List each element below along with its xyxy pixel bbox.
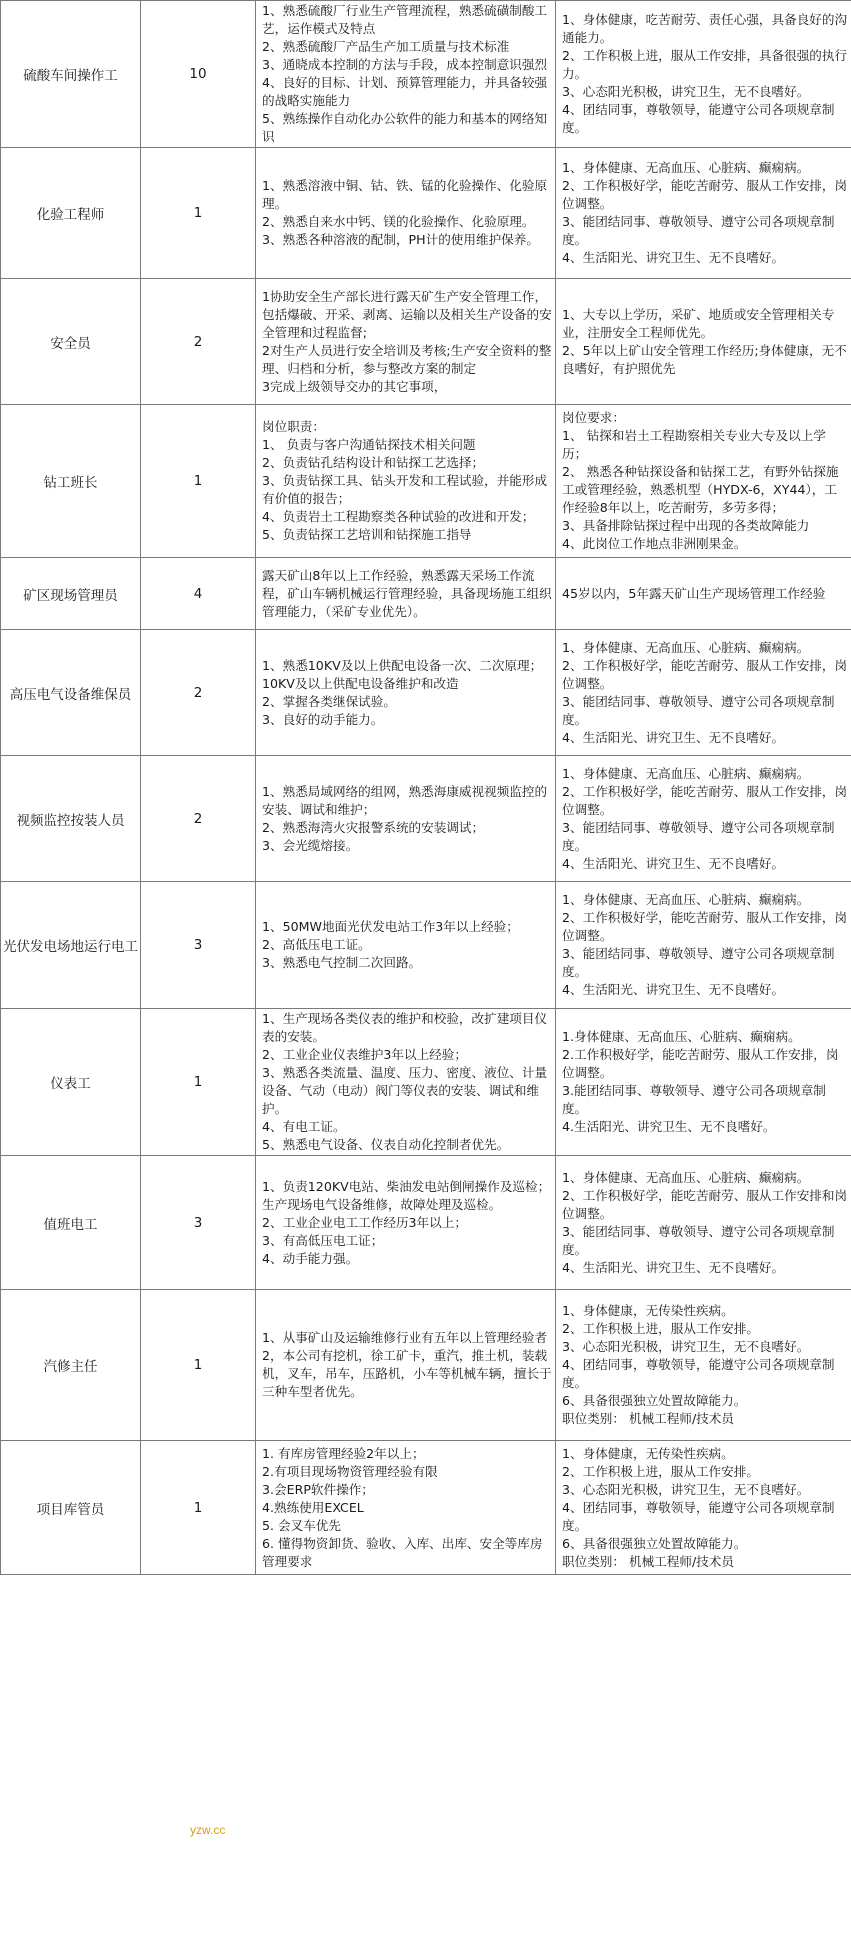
job-duties xyxy=(256,405,556,558)
position-name: 仪表工 xyxy=(1,1009,141,1156)
duty-line: 1、熟悉硫酸厂行业生产管理流程，熟悉硫磺制酸工艺，运作模式及特点 xyxy=(262,3,548,36)
requirement-line: 职位类别： 机械工程师/技术员 xyxy=(562,1411,734,1426)
duty-line: 3、熟悉电气控制二次回路。 xyxy=(262,955,422,970)
duty-line: 3、良好的动手能力。 xyxy=(262,711,384,727)
duty-line: 4、负责岩土工程勘察类各种试验的改进和开发； xyxy=(262,509,535,524)
job-duties xyxy=(256,1,556,148)
duty-line: 3.会ERP软件操作； xyxy=(262,1481,374,1497)
requirement-line: 1、身体健康、无高血压、心脏病、癫痫病。 xyxy=(562,160,810,175)
job-requirements xyxy=(556,1,851,148)
duty-line: 2、掌握各类继保试验。 xyxy=(262,693,396,709)
requirement-line: 1、 钻探和岩土工程勘察相关专业大专及以上学历； xyxy=(562,428,826,461)
headcount: 2 xyxy=(141,630,256,756)
requirement-line: 3、心态阳光积极，讲究卫生，无不良嗜好。 xyxy=(562,1481,810,1497)
duty-line: 3、熟悉各类流量、温度、压力、密度、液位、计量设备、气动（电动）阀门等仪表的安装、调试和维护。 xyxy=(262,1065,548,1116)
table-row xyxy=(1,1009,851,1156)
requirement-line: 4、团结同事，尊敬领导，能遵守公司各项规章制度。 xyxy=(562,1499,835,1533)
job-duties xyxy=(256,756,556,882)
position-name: 光伏发电场地运行电工 xyxy=(1,882,141,1009)
duty-line: 5. 会叉车优先 xyxy=(262,1517,341,1533)
headcount: 4 xyxy=(141,558,256,630)
table-row xyxy=(1,1290,851,1441)
table-row xyxy=(1,1441,851,1575)
table-row xyxy=(1,558,851,630)
requirement-line: 1、身体健康、无高血压、心脏病、癫痫病。 xyxy=(562,892,810,907)
requirement-line: 2、工作积极好学，能吃苦耐劳、服从工作安排，岗位调整。 xyxy=(562,657,848,691)
headcount: 1 xyxy=(141,148,256,279)
duty-line: 2.有项目现场物资管理经验有限 xyxy=(262,1463,438,1479)
table-row xyxy=(1,405,851,558)
job-duties xyxy=(256,1156,556,1290)
job-duties xyxy=(256,279,556,405)
job-requirements xyxy=(556,558,851,630)
position-name: 汽修主任 xyxy=(1,1290,141,1441)
table-row xyxy=(1,882,851,1009)
requirement-line: 1、身体健康，吃苦耐劳、责任心强，具备良好的沟通能力。 xyxy=(562,12,848,45)
requirement-line: 4、生活阳光、讲究卫生、无不良嗜好。 xyxy=(562,1259,785,1275)
requirement-line: 4、生活阳光、讲究卫生、无不良嗜好。 xyxy=(562,982,785,997)
duty-line: 1、50MW地面光伏发电站工作3年以上经验； xyxy=(262,919,519,934)
position-name: 化验工程师 xyxy=(1,148,141,279)
duty-line: 2、熟悉硫酸厂产品生产加工质量与技术标准 xyxy=(262,39,510,54)
position-name: 矿区现场管理员 xyxy=(1,558,141,630)
duty-line: 3完成上级领导交办的其它事项， xyxy=(262,378,447,394)
job-duties xyxy=(256,1441,556,1575)
position-name: 高压电气设备维保员 xyxy=(1,630,141,756)
duty-line: 1、生产现场各类仪表的维护和校验，改扩建项目仪表的安装。 xyxy=(262,1011,548,1044)
job-requirements xyxy=(556,1441,851,1575)
headcount: 1 xyxy=(141,405,256,558)
requirement-line: 3、能团结同事、尊敬领导、遵守公司各项规章制度。 xyxy=(562,693,835,727)
position-name: 安全员 xyxy=(1,279,141,405)
requirement-line: 2、工作积极好学，能吃苦耐劳、服从工作安排，岗位调整。 xyxy=(562,910,848,943)
requirement-line: 2.工作积极好学，能吃苦耐劳、服从工作安排，岗位调整。 xyxy=(562,1047,839,1080)
job-duties xyxy=(256,558,556,630)
requirement-line: 1、身体健康、无高血压、心脏病、癫痫病。 xyxy=(562,639,810,655)
duty-line: 2、熟悉自来水中钙、镁的化验操作、化验原理。 xyxy=(262,214,535,229)
requirement-line: 3、具备排除钻探过程中出现的各类故障能力 xyxy=(562,518,810,533)
duty-line: 2、工业企业仪表维护3年以上经验； xyxy=(262,1047,467,1062)
requirement-line: 6、具备很强独立处置故障能力。 xyxy=(562,1535,747,1551)
duty-line: 1、熟悉溶液中铜、钴、铁、锰的化验操作、化验原理。 xyxy=(262,178,548,211)
requirement-line: 1、身体健康、无高血压、心脏病、癫痫病。 xyxy=(562,1169,810,1185)
headcount: 1 xyxy=(141,1290,256,1441)
duty-line: 5、熟悉电气设备、仪表自动化控制者优先。 xyxy=(262,1137,510,1152)
requirement-line: 3、心态阳光积极，讲究卫生，无不良嗜好。 xyxy=(562,84,810,99)
position-name: 视频监控按装人员 xyxy=(1,756,141,882)
requirement-line: 3.能团结同事、尊敬领导、遵守公司各项规章制度。 xyxy=(562,1083,826,1116)
requirement-line: 职位类别： 机械工程师/技术员 xyxy=(562,1553,734,1569)
duty-line: 3、会光缆熔接。 xyxy=(262,837,359,853)
requirement-line: 3、心态阳光积极，讲究卫生，无不良嗜好。 xyxy=(562,1339,810,1354)
job-duties xyxy=(256,1009,556,1156)
requirement-line: 45岁以内，5年露天矿山生产现场管理工作经验 xyxy=(562,585,826,601)
job-duties xyxy=(256,882,556,1009)
duty-line: 5、熟练操作自动化办公软件的能力和基本的网络知识 xyxy=(262,111,548,144)
requirement-line: 4、生活阳光、讲究卫生、无不良嗜好。 xyxy=(562,250,785,265)
job-requirements xyxy=(556,405,851,558)
requirement-line: 1.身体健康、无高血压、心脏病、癫痫病。 xyxy=(562,1029,801,1044)
duty-line: 4.熟练使用EXCEL xyxy=(262,1499,364,1515)
requirement-line: 1、身体健康、无高血压、心脏病、癫痫病。 xyxy=(562,765,810,781)
position-name: 硫酸车间操作工 xyxy=(1,1,141,148)
duty-line: 5、负责钻探工艺培训和钻探施工指导 xyxy=(262,527,472,542)
duty-line: 2、负责钻孔结构设计和钻探工艺选择； xyxy=(262,455,485,470)
requirement-line: 2、工作积极好学，能吃苦耐劳、服从工作安排，岗位调整。 xyxy=(562,783,848,817)
table-row xyxy=(1,1156,851,1290)
headcount: 1 xyxy=(141,1009,256,1156)
requirement-line: 3、能团结同事、尊敬领导、遵守公司各项规章制度。 xyxy=(562,1223,835,1257)
duty-line: 1. 有库房管理经验2年以上； xyxy=(262,1445,425,1461)
requirement-line: 2、5年以上矿山安全管理工作经历;身体健康，无不良嗜好，有护照优先 xyxy=(562,342,847,376)
requirement-line: 2、工作积极上进，服从工作安排。 xyxy=(562,1463,759,1479)
duty-line: 3、有高低压电工证； xyxy=(262,1232,384,1248)
duty-line: 3、通晓成本控制的方法与手段，成本控制意识强烈 xyxy=(262,57,548,72)
requirement-line: 4.生活阳光、讲究卫生、无不良嗜好。 xyxy=(562,1119,776,1134)
requirement-line: 1、身体健康，无传染性疾病。 xyxy=(562,1445,734,1461)
requirement-line: 1、大专以上学历，采矿、地质或安全管理相关专业，注册安全工程师优先。 xyxy=(562,306,835,340)
requirement-line: 4、团结同事，尊敬领导，能遵守公司各项规章制度。 xyxy=(562,1357,835,1390)
requirement-line: 1、身体健康，无传染性疾病。 xyxy=(562,1303,734,1318)
duty-line: 1、负责120KV电站、柴油发电站倒闸操作及巡检；生产现场电气设备维修，故障处理及巡检。 xyxy=(262,1178,551,1212)
duty-line: 露天矿山8年以上工作经验，熟悉露天采场工作流程，矿山车辆机械运行管理经验，具备现场施工组织管理能力，（采矿专业优先）。 xyxy=(262,567,552,619)
requirement-line: 6、具备很强独立处置故障能力。 xyxy=(562,1393,747,1408)
headcount: 10 xyxy=(141,1,256,148)
duty-line: 1、熟悉局域网络的组网，熟悉海康威视视频监控的安装、调试和维护； xyxy=(262,783,548,817)
duty-line: 2、熟悉海湾火灾报警系统的安装调试； xyxy=(262,819,485,835)
requirement-line: 2、工作积极好学，能吃苦耐劳、服从工作安排，岗位调整。 xyxy=(562,178,848,211)
duty-line: 1协助安全生产部长进行露天矿生产安全管理工作，包括爆破、开采、剥离、运输以及相关生产设备的安全管理和过程监督; xyxy=(262,288,552,340)
position-name: 值班电工 xyxy=(1,1156,141,1290)
job-duties xyxy=(256,630,556,756)
duty-line: 1、 负责与客户沟通钻探技术相关问题 xyxy=(262,437,476,452)
requirement-line: 4、此岗位工作地点非洲刚果金。 xyxy=(562,536,747,551)
job-requirements xyxy=(556,1156,851,1290)
headcount: 2 xyxy=(141,279,256,405)
requirement-line: 3、能团结同事、尊敬领导、遵守公司各项规章制度。 xyxy=(562,819,835,853)
requirement-line: 3、能团结同事、尊敬领导、遵守公司各项规章制度。 xyxy=(562,946,835,979)
job-requirements xyxy=(556,1009,851,1156)
requirement-line: 岗位要求： xyxy=(562,410,625,425)
requirement-line: 4、团结同事，尊敬领导，能遵守公司各项规章制度。 xyxy=(562,102,835,135)
duty-line: 2对生产人员进行安全培训及考核;生产安全资料的整理、归档和分析，参与整改方案的制定 xyxy=(262,342,552,376)
duty-line: 2、工业企业电工工作经历3年以上； xyxy=(262,1214,467,1230)
job-requirements xyxy=(556,630,851,756)
headcount: 1 xyxy=(141,1441,256,1575)
duty-line: 1、从事矿山及运输维修行业有五年以上管理经验者 xyxy=(262,1330,548,1345)
duty-line: 3、负责钻探工具、钻头开发和工程试验，并能形成有价值的报告； xyxy=(262,473,548,506)
headcount: 3 xyxy=(141,1156,256,1290)
duty-line: 2、高低压电工证。 xyxy=(262,937,371,952)
duty-line: 4、动手能力强。 xyxy=(262,1250,359,1266)
position-name: 项目库管员 xyxy=(1,1441,141,1575)
table-row xyxy=(1,756,851,882)
duty-line: 1、熟悉10KV及以上供配电设备一次、二次原理；10KV及以上供配电设备维护和改造 xyxy=(262,657,543,691)
requirement-line: 2、工作积极上进，服从工作安排。 xyxy=(562,1321,759,1336)
duty-line: 4、良好的目标、计划、预算管理能力，并具备较强的战略实施能力 xyxy=(262,75,548,108)
requirement-line: 2、工作积极上进，服从工作安排，具备很强的执行力。 xyxy=(562,48,848,81)
job-duties xyxy=(256,1290,556,1441)
requirement-line: 2、 熟悉各种钻探设备和钻探工艺，有野外钻探施工或管理经验，熟悉机型（HYDX-6，XY44），工作经验8年以上，吃苦耐劳，多劳多得； xyxy=(562,464,839,515)
duty-line: 2，本公司有挖机，徐工矿卡，重汽，推土机，装载机，叉车，吊车，压路机，小车等机械车辆，擅长于三种车型者优先。 xyxy=(262,1348,552,1399)
headcount: 2 xyxy=(141,756,256,882)
duty-line: 岗位职责： xyxy=(262,419,325,434)
job-requirements xyxy=(556,756,851,882)
table-row xyxy=(1,148,851,279)
duty-line: 4、有电工证。 xyxy=(262,1119,346,1134)
requirement-line: 2、工作积极好学，能吃苦耐劳、服从工作安排和岗位调整。 xyxy=(562,1187,848,1221)
table-row xyxy=(1,630,851,756)
job-requirements xyxy=(556,148,851,279)
watermark: yzw.cc xyxy=(190,1823,226,1837)
duty-line: 3、熟悉各种溶液的配制，PH计的使用维护保养。 xyxy=(262,232,539,247)
table-row xyxy=(1,279,851,405)
job-requirements xyxy=(556,279,851,405)
job-duties xyxy=(256,148,556,279)
job-requirements xyxy=(556,1290,851,1441)
headcount: 3 xyxy=(141,882,256,1009)
position-name: 钻工班长 xyxy=(1,405,141,558)
requirement-line: 3、能团结同事、尊敬领导、遵守公司各项规章制度。 xyxy=(562,214,835,247)
table-row xyxy=(1,1,851,148)
requirement-line: 4、生活阳光、讲究卫生、无不良嗜好。 xyxy=(562,729,785,745)
duty-line: 6. 懂得物资卸货、验收、入库、出库、安全等库房管理要求 xyxy=(262,1535,543,1569)
requirement-line: 4、生活阳光、讲究卫生、无不良嗜好。 xyxy=(562,855,785,871)
job-requirements xyxy=(556,882,851,1009)
